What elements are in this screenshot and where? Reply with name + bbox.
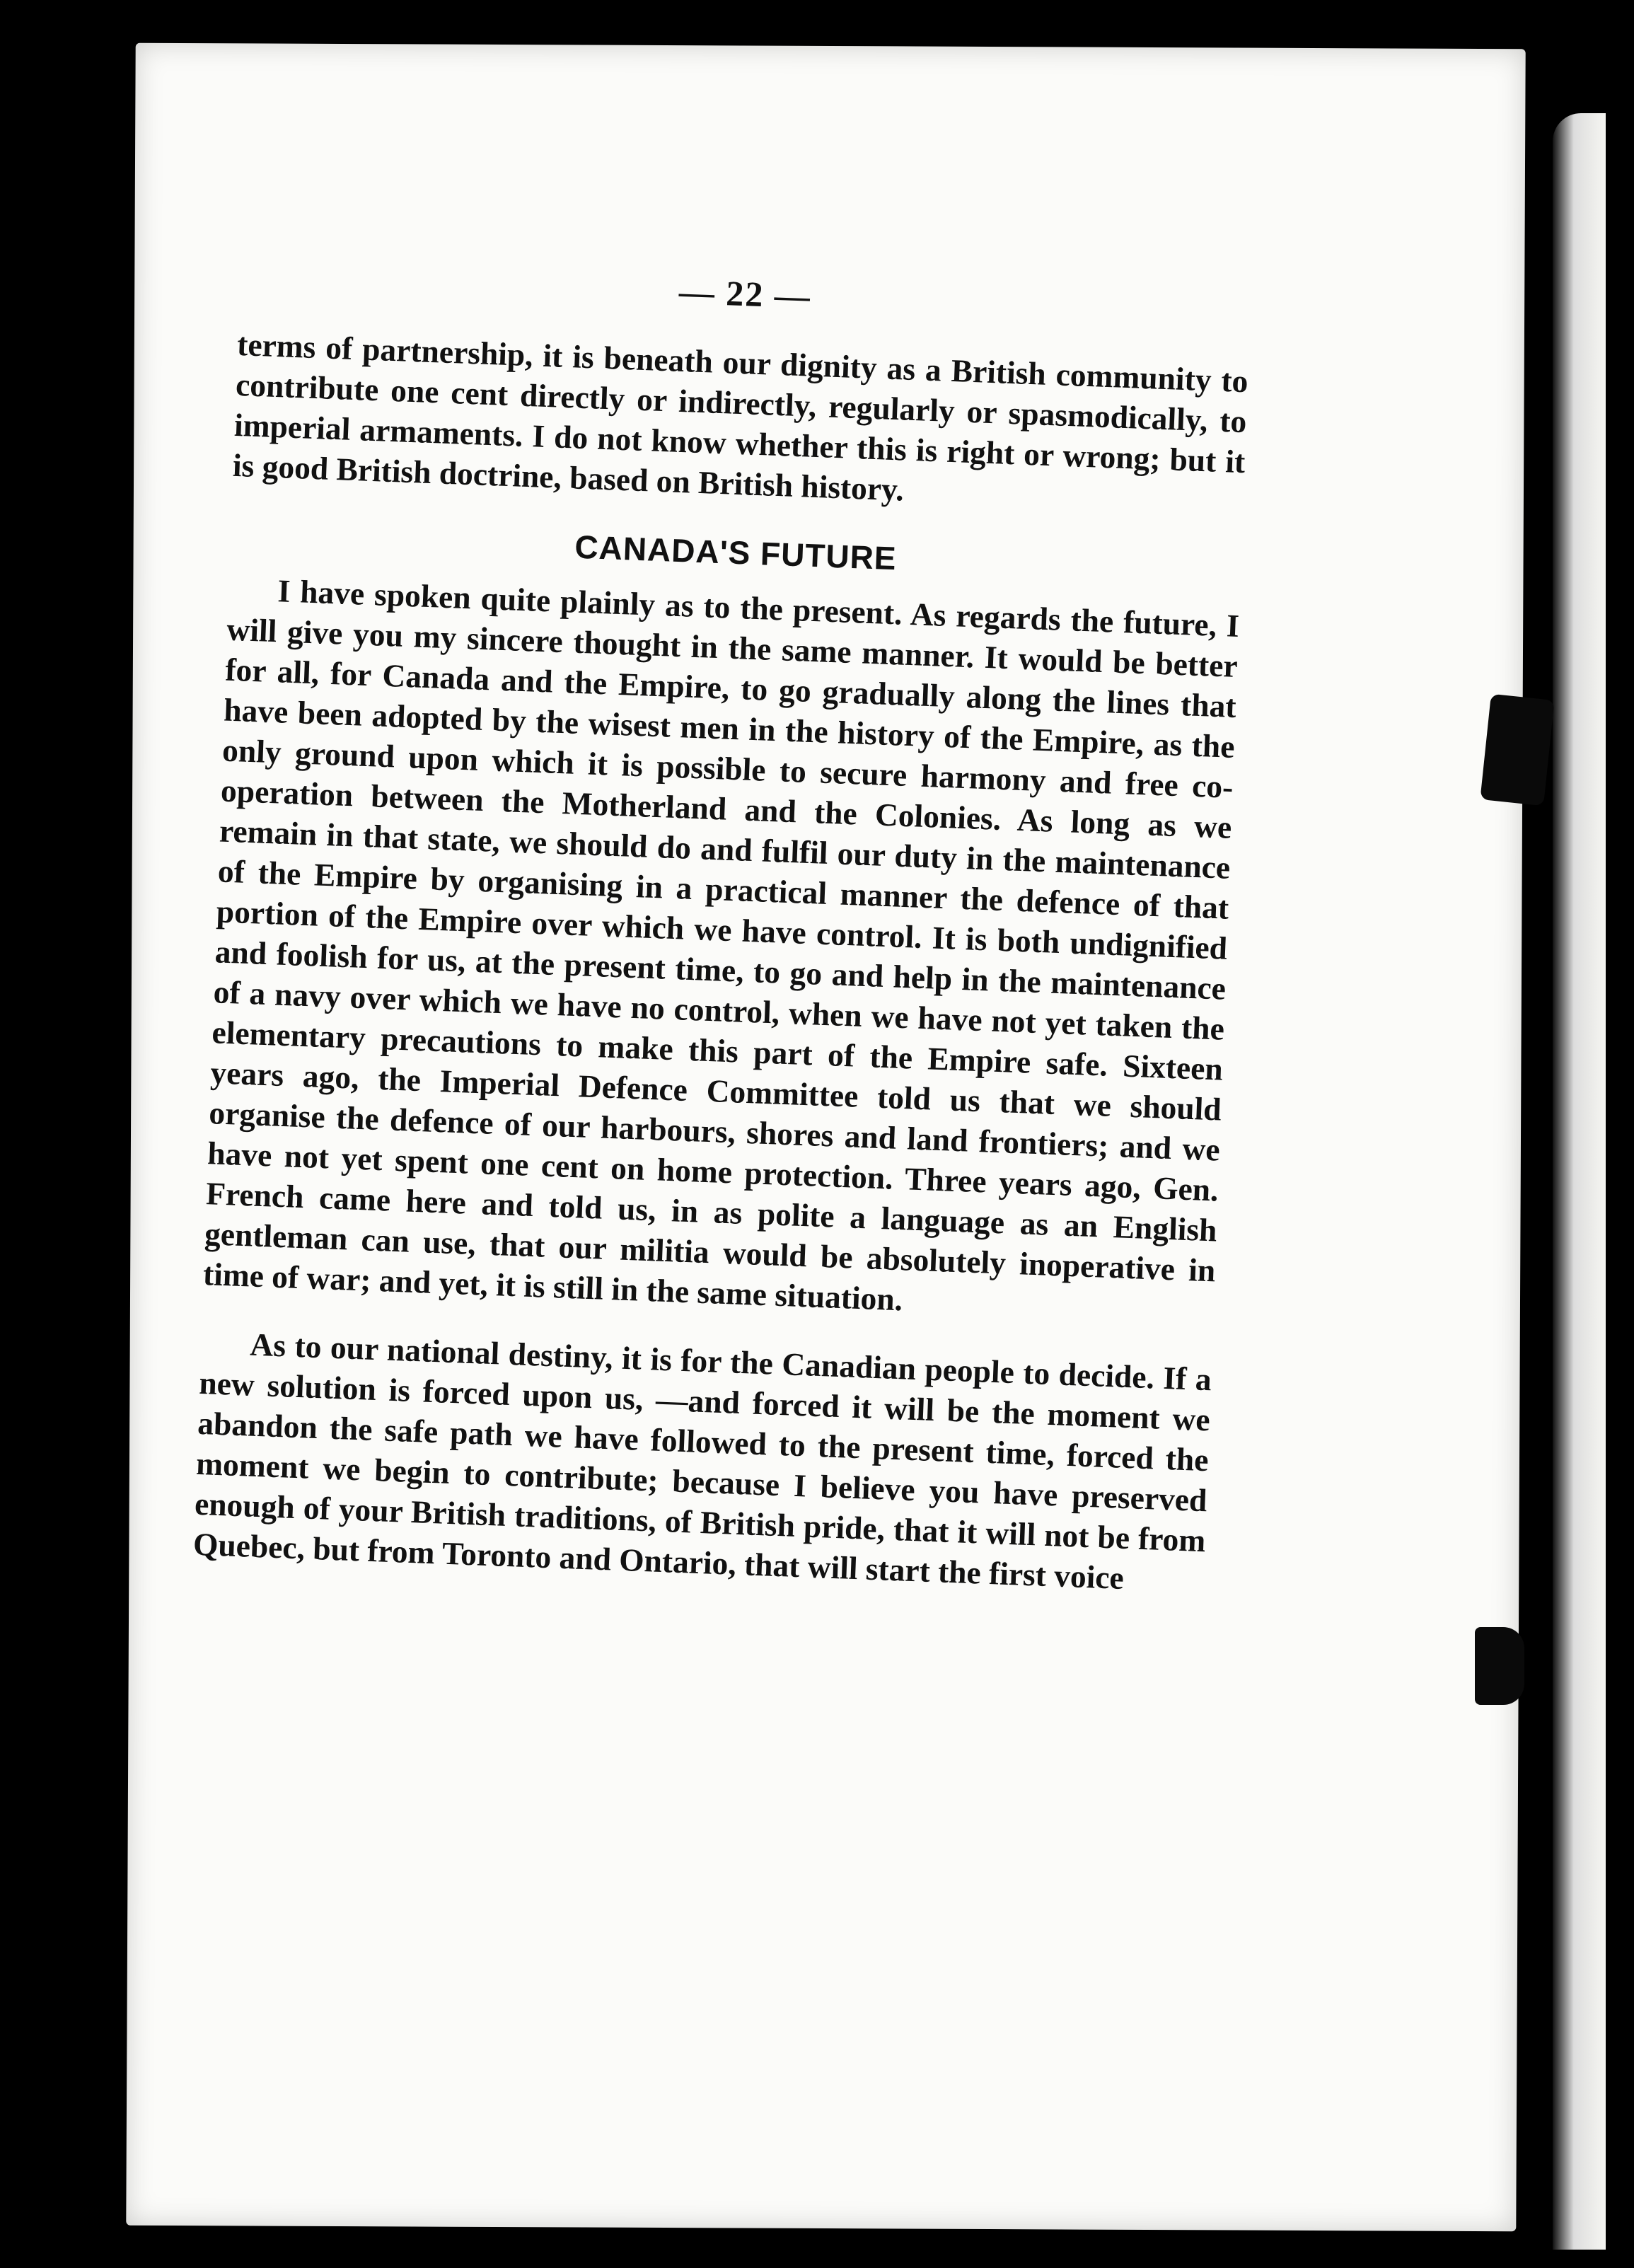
paragraph-national-destiny: As to our national destiny, it is for the Canadian people to decide. If a new solution is forced upon us, —and forced it will be the moment we abandon the safe path we have followed to the present time, forced the moment we begin to contribute; because I believe you have preserved enough of your British traditions, of British pride, that it will not be from Quebec, but from Toronto and Ontario, that will start the first voice: [192, 1326, 1212, 1597]
binding-edge: [1553, 113, 1606, 2250]
page-content: [192, 255, 1251, 1601]
section-heading: CANADA'S FUTURE: [574, 528, 898, 577]
binding-clip-bottom: [1475, 1627, 1524, 1705]
page-number: — 22 —: [678, 271, 812, 316]
intro-paragraph: terms of partnership, it is beneath our dignity as a British community to contribute one cent directly or indirectly, regularly or spasmodically, to imperial armaments. I do not know whether this is right or wrong; but it is good British doctrine, based on British history.: [232, 325, 1249, 508]
binding-clip-top: [1480, 694, 1554, 806]
paragraph-present-and-future: I have spoken quite plainly as to the present. As regards the future, I will give you my sincere thought in the same manner. It would be better for all, for Canada and the Empire, to go gradually along the lines that have been adopted by the wisest men in the history of the Empire, as the only ground upon which it is possible to secure harmony and free co-operation between the Motherland and the Colonies. As long as we remain in that state, we should do and fulfil our duty in the maintenance of the Empire by organising in a practical manner the defence of that portion of the Empire over which we have control. It is both undignified and foolish for us, at the present time, to go and help in the maintenance of a navy over which we have no control, when we have not yet taken the elementary precautions to make this part of the Empire safe. Sixteen years ago, the Imperial Defence Committee told us that we should organise the defence of our harbours, shores and land frontiers; and we have not yet spent one cent on home protection. Three years ago, Gen. French came here and told us, in as polite a language as an English gentleman can use, that our militia would be absolutely inoperative in time of war; and yet, it is still in the same situation.: [202, 572, 1240, 1318]
